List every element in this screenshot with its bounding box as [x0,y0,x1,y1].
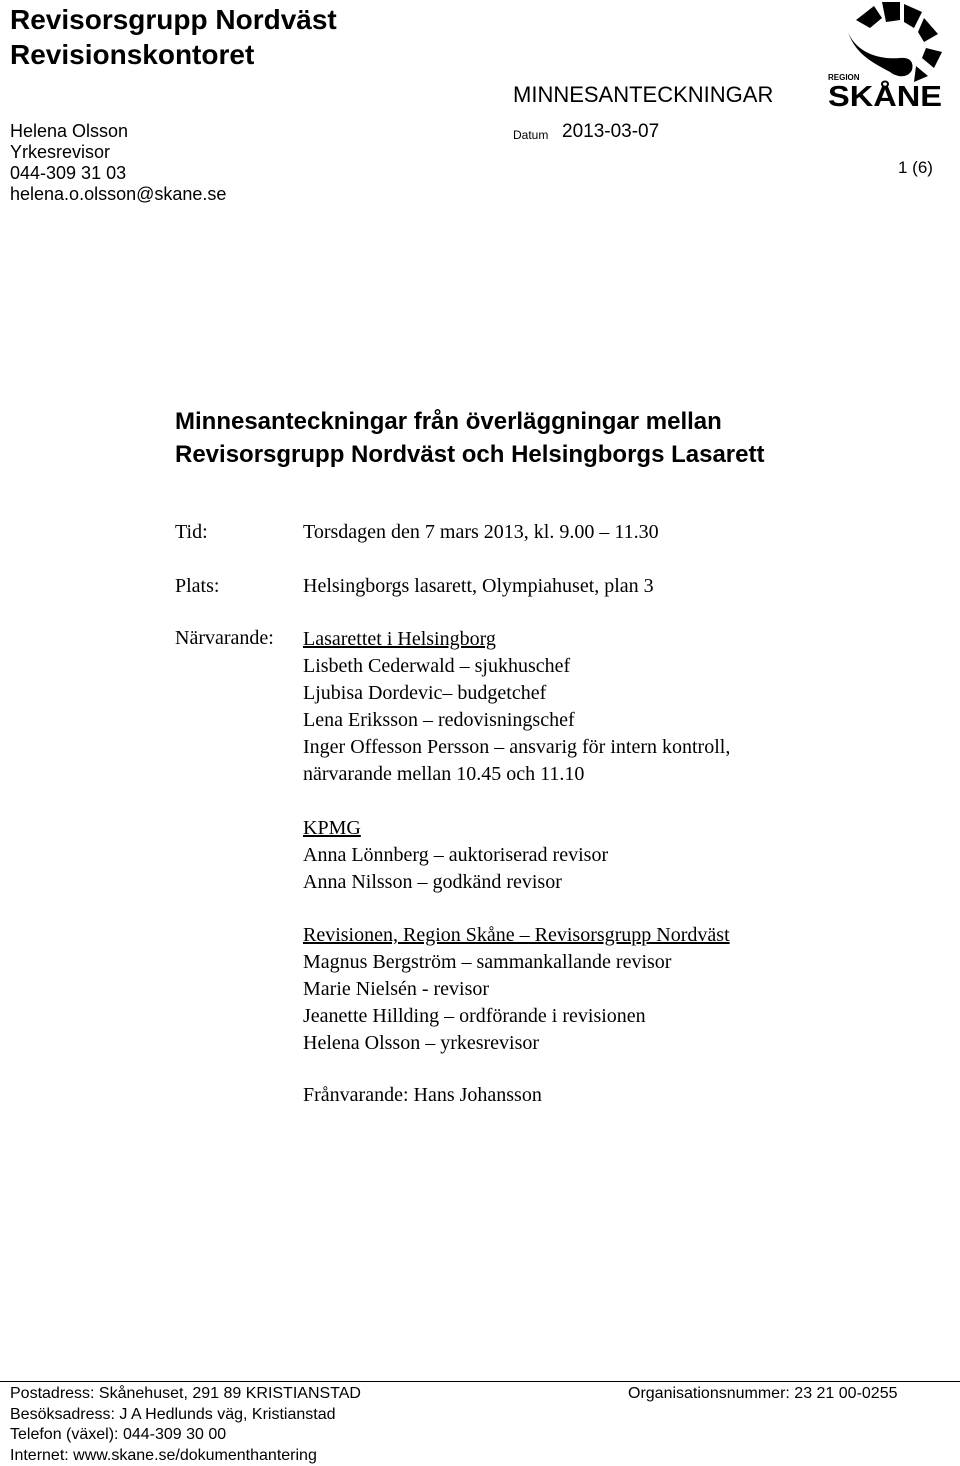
group-title: Revisionen, Region Skåne – Revisorsgrupp Nordväst [303,922,730,949]
tid-value: Torsdagen den 7 mars 2013, kl. 9.00 – 11.30 [303,521,659,544]
attendee: Anna Nilsson – godkänd revisor [303,869,608,896]
tid-label: Tid: [175,521,208,544]
sender-block [10,121,226,205]
sender-role: Yrkesrevisor [10,142,226,163]
attendee: Helena Olsson – yrkesrevisor [303,1030,730,1057]
footer-postadress: Postadress: Skånehuset, 291 89 KRISTIANSTAD [10,1384,361,1405]
footer-telefon: Telefon (växel): 044-309 30 00 [10,1425,361,1446]
attendee-group-lasarettet [303,626,730,788]
datum-label: Datum [513,128,548,142]
attendee: Marie Nielsén - revisor [303,976,730,1003]
plats-value: Helsingborgs lasarett, Olympiahuset, plan 3 [303,575,654,598]
footer-divider [0,1381,960,1382]
attendee: Ljubisa Dordevic– budgetchef [303,680,730,707]
document-title [175,405,764,471]
attendee: Magnus Bergström – sammankallande revisor [303,949,730,976]
logo-region-text: REGION [828,73,860,82]
footer-internet[interactable]: Internet: www.skane.se/dokumenthantering [10,1446,361,1466]
attendee: Jeanette Hillding – ordförande i revisionen [303,1003,730,1030]
logo-name-text: SKÅNE [828,80,942,108]
franvarande: Frånvarande: Hans Johansson [303,1084,542,1107]
page-number: 1 (6) [898,158,933,178]
sender-phone: 044-309 31 03 [10,163,226,184]
group-title: KPMG [303,815,608,842]
attendee: Inger Offesson Persson – ansvarig för intern kontroll, [303,734,730,761]
organisation-line-1: Revisorsgrupp Nordväst [10,2,337,37]
organisation-line-2: Revisionskontoret [10,37,337,72]
attendee-note: närvarande mellan 10.45 och 11.10 [303,761,730,788]
plats-label: Plats: [175,575,219,598]
narvarande-label: Närvarande: [175,627,274,650]
document-type: MINNESANTECKNINGAR [513,82,773,108]
attendee-group-revisionen [303,922,730,1057]
sender-name: Helena Olsson [10,121,226,142]
attendee: Lisbeth Cederwald – sjukhuschef [303,653,730,680]
region-skane-logo-icon [826,0,944,108]
organisation-name [10,2,337,72]
attendee: Lena Eriksson – redovisningschef [303,707,730,734]
title-line-1: Minnesanteckningar från överläggningar mellan [175,405,764,438]
footer-address-block [10,1384,361,1466]
title-line-2: Revisorsgrupp Nordväst och Helsingborgs Lasarett [175,438,764,471]
footer-orgnr: Organisationsnummer: 23 21 00-0255 [628,1384,898,1405]
group-title: Lasarettet i Helsingborg [303,626,730,653]
footer-besoksadress: Besöksadress: J A Hedlunds väg, Kristianstad [10,1405,361,1426]
datum-value: 2013-03-07 [562,120,659,144]
attendee-group-kpmg [303,815,608,896]
attendee: Anna Lönnberg – auktoriserad revisor [303,842,608,869]
sender-email[interactable]: helena.o.olsson@skane.se [10,184,226,205]
